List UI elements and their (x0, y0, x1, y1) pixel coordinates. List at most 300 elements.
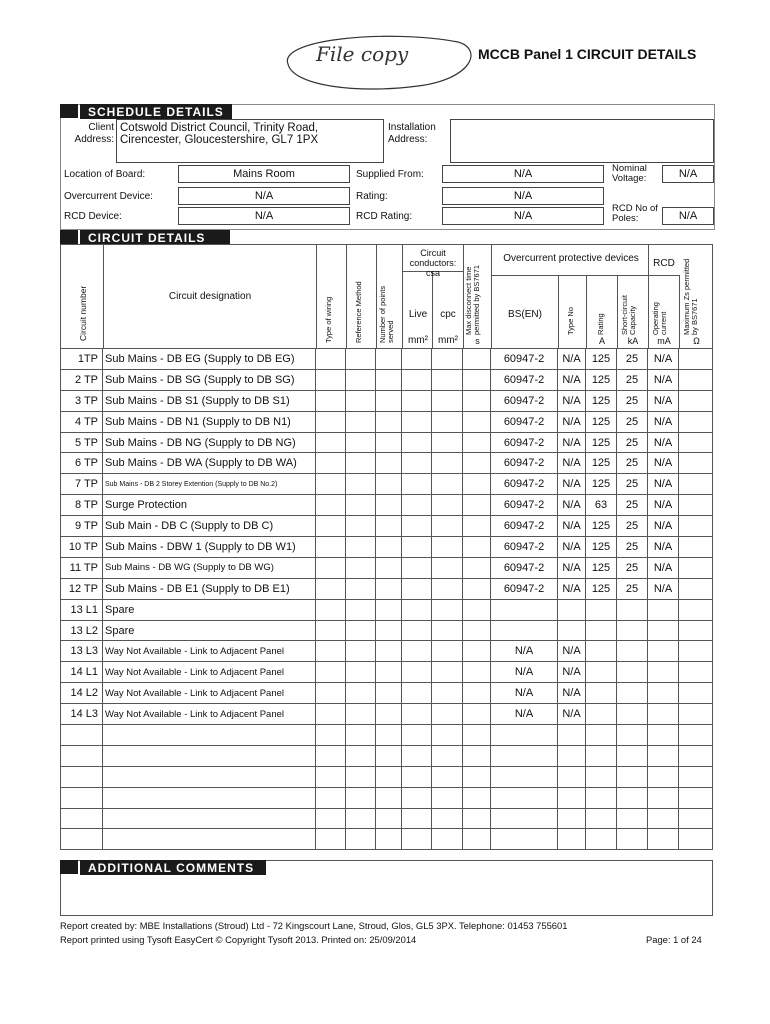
circuit-number-cell: 10 TP (61, 537, 103, 558)
max-disconnect-cell (463, 641, 491, 662)
table-row (61, 411, 713, 432)
circuit-number-cell: 9 TP (61, 516, 103, 537)
live-csa-cell (402, 432, 432, 453)
circuit-designation-cell: Sub Mains - DB E1 (Supply to DB E1) (103, 578, 316, 599)
circuit-designation-cell (103, 829, 316, 850)
live-csa-cell (402, 474, 432, 495)
live-csa-cell (402, 578, 432, 599)
max-zs-cell (679, 474, 713, 495)
operating-current-cell: N/A (648, 578, 679, 599)
max-zs-cell (679, 537, 713, 558)
page-number: Page: 1 of 24 (646, 934, 702, 945)
rating-value: N/A (513, 190, 533, 202)
header-cpc: cpc (440, 309, 456, 320)
bs-en-cell (491, 808, 558, 829)
rating-cell: 125 (586, 578, 617, 599)
header-rating: Rating (596, 313, 605, 335)
circuit-designation-cell: Sub Mains - DB N1 (Supply to DB N1) (103, 411, 316, 432)
type-of-wiring-cell (316, 683, 346, 704)
operating-current-cell (648, 599, 679, 620)
circuit-designation-cell (103, 787, 316, 808)
header-mm2-cpc: mm² (438, 335, 458, 346)
operating-current-cell (648, 725, 679, 746)
reference-method-cell (346, 432, 376, 453)
bs-en-cell: N/A (491, 662, 558, 683)
bs-en-cell: 60947-2 (491, 537, 558, 558)
circuit-table (60, 348, 713, 850)
cpc-csa-cell (432, 808, 463, 829)
circuit-designation-cell (103, 725, 316, 746)
short-circuit-cell: 25 (617, 432, 648, 453)
table-row (61, 808, 713, 829)
circuit-designation-cell: Spare (103, 620, 316, 641)
rating-box (442, 187, 604, 205)
max-disconnect-cell (463, 787, 491, 808)
circuit-title: CIRCUIT DETAILS (80, 230, 230, 245)
live-csa-cell (402, 349, 432, 370)
short-circuit-cell: 25 (617, 369, 648, 390)
operating-current-cell: N/A (648, 495, 679, 516)
bs-en-cell: 60947-2 (491, 516, 558, 537)
circuit-designation-cell: Way Not Available - Link to Adjacent Panel (103, 641, 316, 662)
type-no-cell: N/A (558, 453, 586, 474)
circuit-number-cell: 11 TP (61, 557, 103, 578)
type-no-cell: N/A (558, 369, 586, 390)
live-csa-cell (402, 599, 432, 620)
location-label: Location of Board: (64, 169, 146, 180)
type-of-wiring-cell (316, 390, 346, 411)
live-csa-cell (402, 453, 432, 474)
bs-en-cell (491, 745, 558, 766)
header-reference-method: Reference Method (354, 281, 363, 343)
title-bar-accent (60, 860, 78, 874)
reference-method-cell (346, 683, 376, 704)
bs-en-cell: 60947-2 (491, 453, 558, 474)
bs-en-cell: 60947-2 (491, 349, 558, 370)
reference-method-cell (346, 662, 376, 683)
max-disconnect-cell (463, 829, 491, 850)
rating-cell: 125 (586, 411, 617, 432)
points-served-cell (376, 432, 402, 453)
type-of-wiring-cell (316, 766, 346, 787)
operating-current-cell (648, 808, 679, 829)
operating-current-cell: N/A (648, 474, 679, 495)
rating-cell: 125 (586, 432, 617, 453)
max-disconnect-cell (463, 683, 491, 704)
type-of-wiring-cell (316, 432, 346, 453)
max-disconnect-cell (463, 766, 491, 787)
client-address-label: Client Address: (74, 122, 114, 145)
header-conductors: Circuit conductors: csa (409, 248, 457, 278)
circuit-designation-cell: Sub Mains - DB S1 (Supply to DB S1) (103, 390, 316, 411)
max-zs-cell (679, 432, 713, 453)
type-no-cell (558, 808, 586, 829)
table-row (61, 725, 713, 746)
circuit-number-cell: 3 TP (61, 390, 103, 411)
points-served-cell (376, 787, 402, 808)
rating-cell: 125 (586, 369, 617, 390)
max-zs-cell (679, 725, 713, 746)
max-zs-cell (679, 620, 713, 641)
cpc-csa-cell (432, 620, 463, 641)
rating-cell: 125 (586, 390, 617, 411)
max-disconnect-cell (463, 411, 491, 432)
short-circuit-cell (617, 641, 648, 662)
installation-address-label: Installation Address: (388, 122, 436, 145)
reference-method-cell (346, 516, 376, 537)
points-served-cell (376, 369, 402, 390)
reference-method-cell (346, 537, 376, 558)
circuit-designation-cell: Sub Mains - DB WA (Supply to DB WA) (103, 453, 316, 474)
short-circuit-cell (617, 766, 648, 787)
type-of-wiring-cell (316, 411, 346, 432)
type-no-cell: N/A (558, 390, 586, 411)
table-row (61, 766, 713, 787)
operating-current-cell (648, 641, 679, 662)
bs-en-cell: 60947-2 (491, 390, 558, 411)
table-row (61, 390, 713, 411)
cpc-csa-cell (432, 390, 463, 411)
header-short-circuit-unit: kA (627, 336, 639, 346)
operating-current-cell (648, 704, 679, 725)
circuit-number-cell: 13 L3 (61, 641, 103, 662)
installation-address-box (450, 119, 714, 163)
points-served-cell (376, 641, 402, 662)
type-no-cell (558, 620, 586, 641)
max-zs-cell (679, 683, 713, 704)
rating-cell: 125 (586, 557, 617, 578)
type-no-cell (558, 766, 586, 787)
client-address-line1: Cotswold District Council, Trinity Road, (120, 122, 319, 134)
table-row (61, 578, 713, 599)
table-row (61, 537, 713, 558)
location-box (178, 165, 350, 183)
cpc-csa-cell (432, 766, 463, 787)
max-disconnect-cell (463, 432, 491, 453)
max-zs-cell (679, 704, 713, 725)
max-zs-cell (679, 516, 713, 537)
rating-cell (586, 704, 617, 725)
short-circuit-cell: 25 (617, 349, 648, 370)
max-zs-cell (679, 766, 713, 787)
table-row (61, 474, 713, 495)
type-no-cell (558, 725, 586, 746)
circuit-designation-cell: Sub Mains - DB SG (Supply to DB SG) (103, 369, 316, 390)
short-circuit-cell: 25 (617, 495, 648, 516)
rcd-device-label: RCD Device: (64, 211, 122, 222)
short-circuit-cell (617, 683, 648, 704)
circuit-designation-cell: Surge Protection (103, 495, 316, 516)
circuit-designation-cell (103, 766, 316, 787)
reference-method-cell (346, 704, 376, 725)
short-circuit-cell (617, 620, 648, 641)
type-of-wiring-cell (316, 495, 346, 516)
max-zs-cell (679, 599, 713, 620)
cpc-csa-cell (432, 453, 463, 474)
short-circuit-cell (617, 662, 648, 683)
header-operating-unit: mA (657, 336, 671, 346)
circuit-number-cell: 6 TP (61, 453, 103, 474)
type-no-cell: N/A (558, 432, 586, 453)
max-zs-cell (679, 578, 713, 599)
short-circuit-cell: 25 (617, 578, 648, 599)
circuit-number-cell: 4 TP (61, 411, 103, 432)
table-row (61, 745, 713, 766)
circuit-number-cell (61, 745, 103, 766)
circuit-designation-cell: Way Not Available - Link to Adjacent Panel (103, 683, 316, 704)
cpc-csa-cell (432, 411, 463, 432)
table-row (61, 369, 713, 390)
cpc-csa-cell (432, 662, 463, 683)
max-disconnect-cell (463, 725, 491, 746)
live-csa-cell (402, 787, 432, 808)
circuit-number-cell: 5 TP (61, 432, 103, 453)
points-served-cell (376, 453, 402, 474)
circuit-designation-cell: Way Not Available - Link to Adjacent Panel (103, 662, 316, 683)
reference-method-cell (346, 787, 376, 808)
short-circuit-cell (617, 808, 648, 829)
live-csa-cell (402, 725, 432, 746)
circuit-designation-cell (103, 808, 316, 829)
type-no-cell: N/A (558, 516, 586, 537)
rcd-rating-label: RCD Rating: (356, 211, 413, 222)
header-max-zs-unit: Ω (693, 336, 700, 346)
type-no-cell: N/A (558, 537, 586, 558)
cpc-csa-cell (432, 557, 463, 578)
footer-created-by: Report created by: MBE Installations (Stroud) Ltd - 72 Kingscourt Lane, Stroud, Glos, GL5 3PX. Telephone: 01453 755601 (60, 920, 568, 931)
circuit-number-cell: 1TP (61, 349, 103, 370)
max-zs-cell (679, 745, 713, 766)
circuit-designation-cell: Sub Mains - DBW 1 (Supply to DB W1) (103, 537, 316, 558)
rating-cell: 125 (586, 453, 617, 474)
type-no-cell: N/A (558, 704, 586, 725)
points-served-cell (376, 516, 402, 537)
table-row (61, 620, 713, 641)
rating-cell (586, 766, 617, 787)
operating-current-cell (648, 620, 679, 641)
rcd-poles-label: RCD No of Poles: (612, 203, 658, 224)
live-csa-cell (402, 808, 432, 829)
max-disconnect-cell (463, 390, 491, 411)
type-no-cell (558, 745, 586, 766)
max-disconnect-cell (463, 599, 491, 620)
operating-current-cell (648, 829, 679, 850)
cpc-csa-cell (432, 474, 463, 495)
type-no-cell: N/A (558, 641, 586, 662)
type-no-cell: N/A (558, 557, 586, 578)
circuit-number-cell (61, 725, 103, 746)
live-csa-cell (402, 620, 432, 641)
type-of-wiring-cell (316, 369, 346, 390)
table-row (61, 787, 713, 808)
max-zs-cell (679, 453, 713, 474)
schedule-title: SCHEDULE DETAILS (80, 104, 232, 119)
points-served-cell (376, 390, 402, 411)
live-csa-cell (402, 704, 432, 725)
operating-current-cell (648, 683, 679, 704)
cpc-csa-cell (432, 745, 463, 766)
reference-method-cell (346, 599, 376, 620)
circuit-number-cell (61, 829, 103, 850)
circuit-number-cell: 2 TP (61, 369, 103, 390)
operating-current-cell: N/A (648, 390, 679, 411)
client-address-box (116, 119, 384, 163)
header-points-served: Number of points served (378, 285, 395, 343)
header-protective-devices: Overcurrent protective devices (503, 253, 639, 264)
live-csa-cell (402, 411, 432, 432)
header-type-no: Type No (566, 307, 575, 335)
header-type-of-wiring: Type of wiring (324, 296, 333, 343)
header-live: Live (408, 309, 428, 320)
operating-current-cell: N/A (648, 349, 679, 370)
supplied-from-label: Supplied From: (356, 169, 424, 180)
table-row (61, 453, 713, 474)
cpc-csa-cell (432, 641, 463, 662)
type-of-wiring-cell (316, 829, 346, 850)
circuit-number-cell: 13 L2 (61, 620, 103, 641)
rating-cell: 125 (586, 537, 617, 558)
bs-en-cell: 60947-2 (491, 578, 558, 599)
live-csa-cell (402, 662, 432, 683)
circuit-designation-cell: Sub Main - DB C (Supply to DB C) (103, 516, 316, 537)
type-of-wiring-cell (316, 349, 346, 370)
bs-en-cell (491, 620, 558, 641)
max-disconnect-cell (463, 537, 491, 558)
header-designation: Circuit designation (168, 291, 252, 302)
nominal-voltage-value: N/A (678, 168, 698, 180)
type-no-cell (558, 829, 586, 850)
supplied-from-value: N/A (513, 168, 533, 180)
bs-en-cell (491, 599, 558, 620)
overcurrent-value: N/A (254, 190, 274, 202)
header-operating-current: Operating current (651, 302, 668, 335)
comments-title: ADDITIONAL COMMENTS (80, 860, 266, 875)
circuit-number-cell (61, 808, 103, 829)
circuit-designation-cell: Sub Mains - DB 2 Storey Extention (Supply to DB No.2) (103, 474, 316, 495)
points-served-cell (376, 578, 402, 599)
bs-en-cell: 60947-2 (491, 432, 558, 453)
max-disconnect-cell (463, 578, 491, 599)
nominal-voltage-label: Nominal Voltage: (612, 163, 647, 184)
type-no-cell: N/A (558, 474, 586, 495)
rating-cell: 63 (586, 495, 617, 516)
cpc-csa-cell (432, 704, 463, 725)
rating-label: Rating: (356, 191, 388, 202)
bs-en-cell: 60947-2 (491, 495, 558, 516)
short-circuit-cell (617, 787, 648, 808)
points-served-cell (376, 599, 402, 620)
rcd-device-box (178, 207, 350, 225)
max-zs-cell (679, 411, 713, 432)
bs-en-cell (491, 829, 558, 850)
type-of-wiring-cell (316, 474, 346, 495)
header-seconds: s (475, 336, 480, 346)
operating-current-cell (648, 766, 679, 787)
rating-cell (586, 829, 617, 850)
table-row (61, 599, 713, 620)
type-of-wiring-cell (316, 620, 346, 641)
circuit-designation-cell: Spare (103, 599, 316, 620)
circuit-number-cell: 8 TP (61, 495, 103, 516)
rcd-poles-value: N/A (678, 210, 698, 222)
bs-en-cell (491, 725, 558, 746)
operating-current-cell: N/A (648, 432, 679, 453)
reference-method-cell (346, 578, 376, 599)
operating-current-cell: N/A (648, 369, 679, 390)
max-disconnect-cell (463, 808, 491, 829)
header-max-zs: Maximum Zs permitted by BS7671 (682, 258, 699, 335)
points-served-cell (376, 474, 402, 495)
rating-cell (586, 808, 617, 829)
reference-method-cell (346, 725, 376, 746)
max-zs-cell (679, 557, 713, 578)
rating-cell (586, 641, 617, 662)
points-served-cell (376, 557, 402, 578)
header-rating-unit: A (598, 336, 605, 346)
live-csa-cell (402, 766, 432, 787)
type-no-cell: N/A (558, 578, 586, 599)
live-csa-cell (402, 829, 432, 850)
bs-en-cell: 60947-2 (491, 411, 558, 432)
circuit-number-cell: 14 L1 (61, 662, 103, 683)
header-bs-en: BS(EN) (508, 309, 542, 320)
header-short-circuit: Short-circuit Capacity (620, 294, 637, 335)
type-of-wiring-cell (316, 453, 346, 474)
title-bar-accent (60, 104, 78, 118)
cpc-csa-cell (432, 599, 463, 620)
cpc-csa-cell (432, 495, 463, 516)
max-zs-cell (679, 662, 713, 683)
header-circuit-number: Circuit number (78, 285, 88, 341)
short-circuit-cell (617, 745, 648, 766)
max-zs-cell (679, 641, 713, 662)
cpc-csa-cell (432, 683, 463, 704)
bs-en-cell: N/A (491, 641, 558, 662)
rcd-rating-box (442, 207, 604, 225)
points-served-cell (376, 620, 402, 641)
max-disconnect-cell (463, 662, 491, 683)
file-copy-stamp (268, 24, 478, 94)
bs-en-cell: 60947-2 (491, 369, 558, 390)
live-csa-cell (402, 745, 432, 766)
table-row (61, 683, 713, 704)
short-circuit-cell (617, 704, 648, 725)
reference-method-cell (346, 641, 376, 662)
reference-method-cell (346, 495, 376, 516)
type-no-cell: N/A (558, 662, 586, 683)
bs-en-cell (491, 787, 558, 808)
overcurrent-box (178, 187, 350, 205)
cpc-csa-cell (432, 369, 463, 390)
short-circuit-cell (617, 725, 648, 746)
points-served-cell (376, 745, 402, 766)
type-of-wiring-cell (316, 641, 346, 662)
cpc-csa-cell (432, 432, 463, 453)
rating-cell (586, 787, 617, 808)
points-served-cell (376, 725, 402, 746)
table-row (61, 432, 713, 453)
reference-method-cell (346, 349, 376, 370)
points-served-cell (376, 829, 402, 850)
rating-cell (586, 599, 617, 620)
reference-method-cell (346, 620, 376, 641)
operating-current-cell: N/A (648, 453, 679, 474)
handwritten-note: File copy (316, 42, 409, 66)
live-csa-cell (402, 557, 432, 578)
max-disconnect-cell (463, 620, 491, 641)
rcd-poles-box (662, 207, 714, 225)
max-zs-cell (679, 495, 713, 516)
